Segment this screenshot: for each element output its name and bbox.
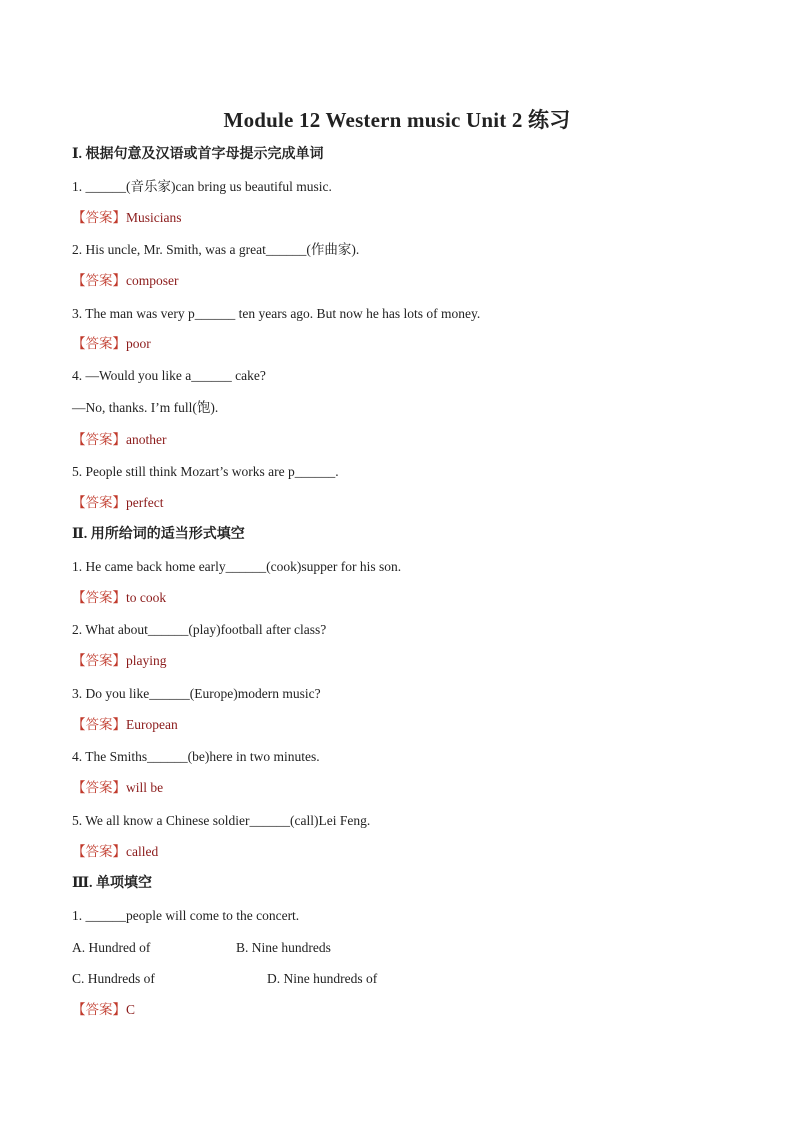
answer-text: composer [126, 273, 179, 288]
answer-text: playing [126, 653, 167, 668]
answer-text: perfect [126, 495, 164, 510]
section-3-heading: Ⅲ. 单项填空 [72, 876, 153, 891]
answer-1-2 [72, 272, 178, 290]
answer-tag: 【答案】 [72, 780, 126, 795]
answer-tag: 【答案】 [72, 210, 126, 225]
answer-text: will be [126, 780, 164, 795]
answer-tag: 【答案】 [72, 432, 126, 447]
answer-1-4 [72, 431, 166, 449]
section-1-heading: Ⅰ. 根据句意及汉语或首字母提示完成单词 [72, 147, 324, 162]
answer-tag: 【答案】 [72, 653, 126, 668]
option-b: B. Nine hundreds [236, 940, 331, 955]
answer-tag: 【答案】 [72, 590, 126, 605]
answer-3-1 [72, 1001, 135, 1019]
answer-tag: 【答案】 [72, 495, 126, 510]
answer-tag: 【答案】 [72, 1002, 126, 1017]
answer-1-5 [72, 494, 163, 512]
question-2-3: 3. Do you like______(Europe)modern music? [72, 686, 321, 701]
option-c: C. Hundreds of [72, 971, 155, 986]
option-a: A. Hundred of [72, 940, 151, 955]
answer-2-1 [72, 589, 166, 607]
question-1-2: 2. His uncle, Mr. Smith, was a great______(作曲家). [72, 242, 360, 257]
question-2-5: 5. We all know a Chinese soldier______(call)Lei Feng. [72, 813, 371, 828]
answer-text: to cook [126, 590, 167, 605]
answer-2-2 [72, 652, 167, 670]
answer-text: European [126, 717, 178, 732]
answer-text: poor [126, 336, 151, 351]
question-1-4: 4. —Would you like a______ cake? [72, 368, 266, 383]
answer-tag: 【答案】 [72, 336, 126, 351]
question-2-2: 2. What about______(play)football after class? [72, 622, 327, 637]
answer-text: C [126, 1002, 136, 1017]
answer-text: another [126, 432, 167, 447]
answer-text: called [126, 844, 159, 859]
question-1-5: 5. People still think Mozart’s works are p______. [72, 464, 339, 479]
page-title: Module 12 Western music Unit 2 练习 [223, 108, 571, 132]
answer-1-3 [72, 335, 151, 353]
answer-tag: 【答案】 [72, 844, 126, 859]
answer-1-1 [72, 209, 182, 227]
question-1-3: 3. The man was very p______ ten years ago. But now he has lots of money. [72, 306, 481, 321]
answer-tag: 【答案】 [72, 717, 126, 732]
question-1-1: 1. ______(音乐家)can bring us beautiful music. [72, 179, 332, 194]
option-d: D. Nine hundreds of [267, 971, 378, 986]
question-2-4: 4. The Smiths______(be)here in two minutes. [72, 749, 320, 764]
section-2-heading: Ⅱ. 用所给词的适当形式填空 [72, 527, 245, 542]
answer-2-5 [72, 843, 158, 861]
answer-text: Musicians [126, 210, 182, 225]
answer-2-3 [72, 716, 178, 734]
answer-tag: 【答案】 [72, 273, 126, 288]
question-1-4-response: —No, thanks. I’m full(饱). [72, 400, 219, 415]
answer-2-4 [72, 779, 163, 797]
question-3-1: 1. ______people will come to the concert. [72, 908, 300, 923]
question-2-1: 1. He came back home early______(cook)supper for his son. [72, 559, 402, 574]
